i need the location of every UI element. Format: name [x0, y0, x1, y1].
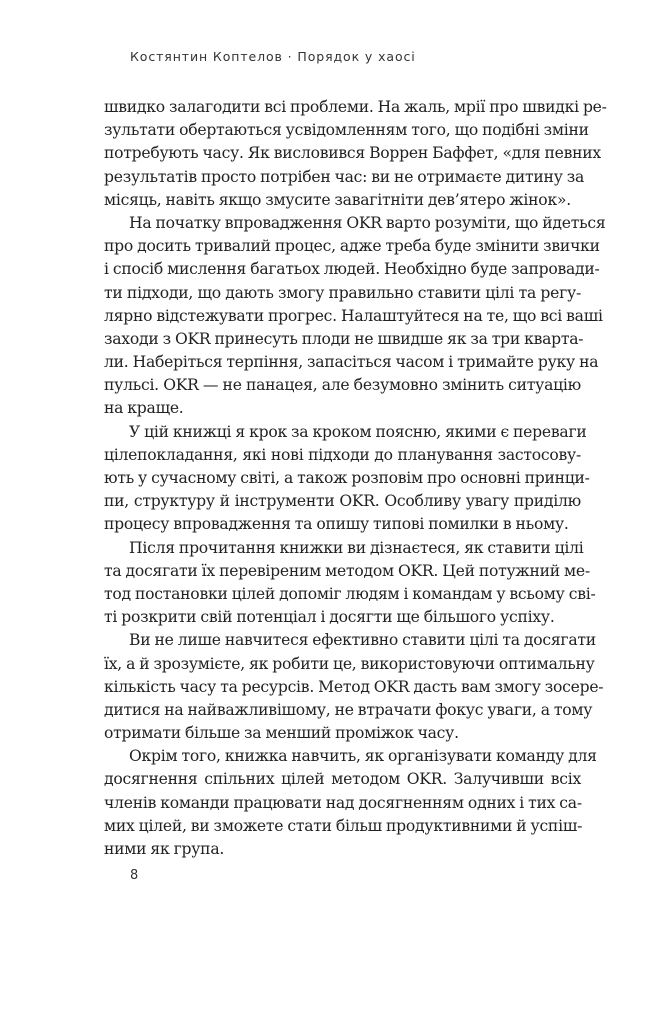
text-line: У цій книжці я крок за кроком поясню, якими є переваги [129, 422, 587, 441]
text-line: швидко залагодити всі проблеми. На жаль, мрії про швидкі ре- [104, 98, 607, 116]
text-line: дитися на найважливішому, не втрачати фокус уваги, а тому [104, 700, 593, 719]
text-line: кількість часу та ресурсів. Метод OKR дасть вам змогу зосере- [104, 677, 604, 696]
text-line: пульсі. OKR — не панацея, але безумовно змінить ситуацію [104, 376, 581, 395]
text-line: пи, структуру й інструменти OKR. Особливу увагу приділю [104, 492, 581, 511]
running-header: Костянтин Коптелов · Порядок у хаосі [130, 49, 416, 64]
paragraph [104, 629, 604, 745]
text-line: Після прочитання книжки ви дізнаєтеся, як ставити цілі [129, 538, 584, 557]
text-line: членів команди працювати над досягненням одних і тих са- [104, 793, 582, 812]
text-line: їх, а й зрозумієте, як робити це, використовуючи оптимальну [104, 654, 595, 673]
text-line: Окрім того, книжка навчить, як організувати команду для [129, 747, 597, 766]
text-line: заходи з OKR принесуть плоди не швидше як за три кварта- [104, 329, 584, 348]
text-line: цілепокладання, які нові підходи до планування застосову- [104, 445, 581, 464]
text-line: лярно відстежувати прогрес. Налаштуйтеся на те, що всі ваші [104, 306, 603, 325]
text-line: ті розкрити свій потенціал і досягти ще більшого успіху. [104, 608, 555, 627]
page-number: 8 [130, 868, 139, 883]
text-line: На початку впровадження OKR варто розуміти, що йдеться [129, 213, 606, 232]
text-line: і спосіб мислення багатьох людей. Необхідно буде запровади- [104, 260, 600, 279]
paragraph [104, 96, 607, 212]
paragraph [104, 745, 597, 861]
text-line: потребують часу. Як висловився Воррен Баффет, «для певних [104, 144, 601, 163]
text-line: на краще. [104, 399, 184, 418]
text-line: місяць, навіть якщо змусите завагітніти дев’ятеро жінок». [104, 190, 571, 209]
text-line: результатів просто потрібен час: ви не отримаєте дитину за [104, 167, 585, 186]
text-line: про досить тривалий процес, адже треба буде змінити звички [104, 237, 600, 256]
text-line: мих цілей, ви зможете стати більш продуктивними й успіш- [104, 816, 583, 835]
body-text [104, 96, 607, 861]
text-line: тод постановки цілей допоміг людям і командам у всьому сві- [104, 584, 596, 603]
text-line: ти підходи, що дають змогу правильно ставити цілі та регу- [104, 283, 581, 302]
paragraph [104, 421, 590, 537]
text-line: Ви не лише навчитеся ефективно ставити цілі та досягати [129, 631, 596, 650]
text-line: процесу впровадження та опишу типові помилки в ньому. [104, 515, 569, 534]
text-line: ють у сучасному світі, а також розповім про основні принци- [104, 469, 590, 487]
text-line: отримати більше за менший проміжок часу. [104, 724, 459, 743]
text-line: ними як група. [104, 840, 225, 858]
text-line: ли. Наберіться терпіння, запасіться часом і тримайте руку на [104, 353, 599, 372]
paragraph [104, 212, 606, 421]
text-line: досягнення спільних цілей методом OKR. Залучивши всіх [104, 770, 581, 789]
text-line: та досягати їх перевіреним методом OKR. Цей потужний ме- [104, 561, 590, 580]
text-line: зультати обертаються усвідомленням того, що подібні зміни [104, 121, 589, 140]
paragraph [104, 537, 596, 630]
